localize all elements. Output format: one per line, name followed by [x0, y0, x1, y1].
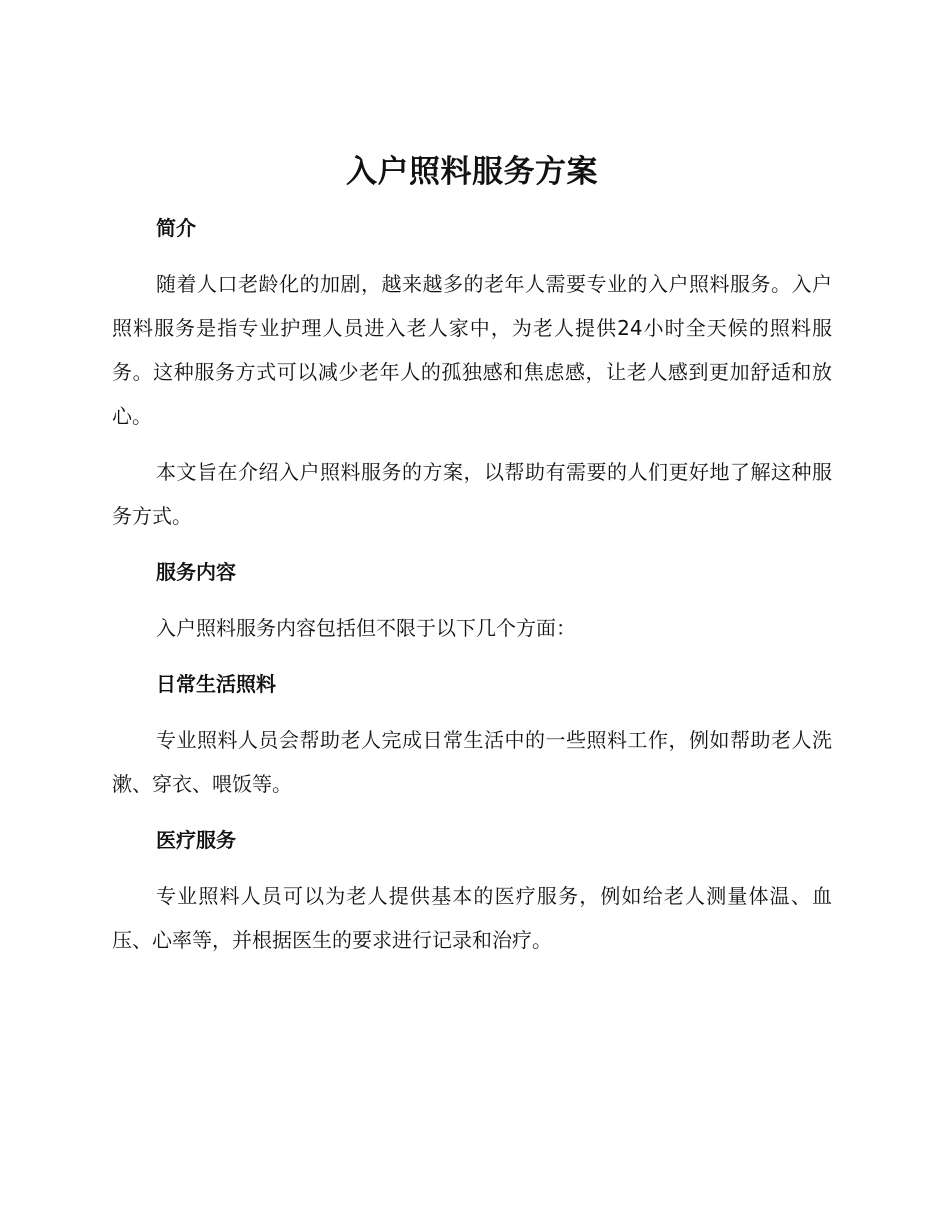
document-body [112, 150, 832, 962]
section-heading-medical-service: 医疗服务 [156, 828, 236, 852]
daily-care-paragraph: 专业照料人员会帮助老人完成日常生活中的一些照料工作，例如帮助老人洗漱、穿衣、喂饭等。 [112, 728, 832, 796]
medical-service-paragraph: 专业照料人员可以为老人提供基本的医疗服务，例如给老人测量体温、血压、心率等，并根据医生的要求进行记录和治疗。 [112, 884, 832, 952]
service-content-paragraph: 入户照料服务内容包括但不限于以下几个方面： [156, 616, 576, 640]
section-heading-daily-care: 日常生活照料 [156, 672, 276, 696]
section-heading-service-content: 服务内容 [156, 560, 236, 584]
intro-paragraph-2: 本文旨在介绍入户照料服务的方案，以帮助有需要的人们更好地了解这种服务方式。 [112, 460, 832, 528]
document-title: 入户照料服务方案 [346, 154, 598, 190]
intro-paragraph-1: 随着人口老龄化的加剧，越来越多的老年人需要专业的入户照料服务。入户照料服务是指专业护理人员进入老人家中，为老人提供24小时全天候的照料服务。这种服务方式可以减少老年人的孤独感和焦虑感，让老人感到更加舒适和放心。 [112, 272, 832, 428]
section-heading-intro: 简介 [156, 216, 196, 240]
